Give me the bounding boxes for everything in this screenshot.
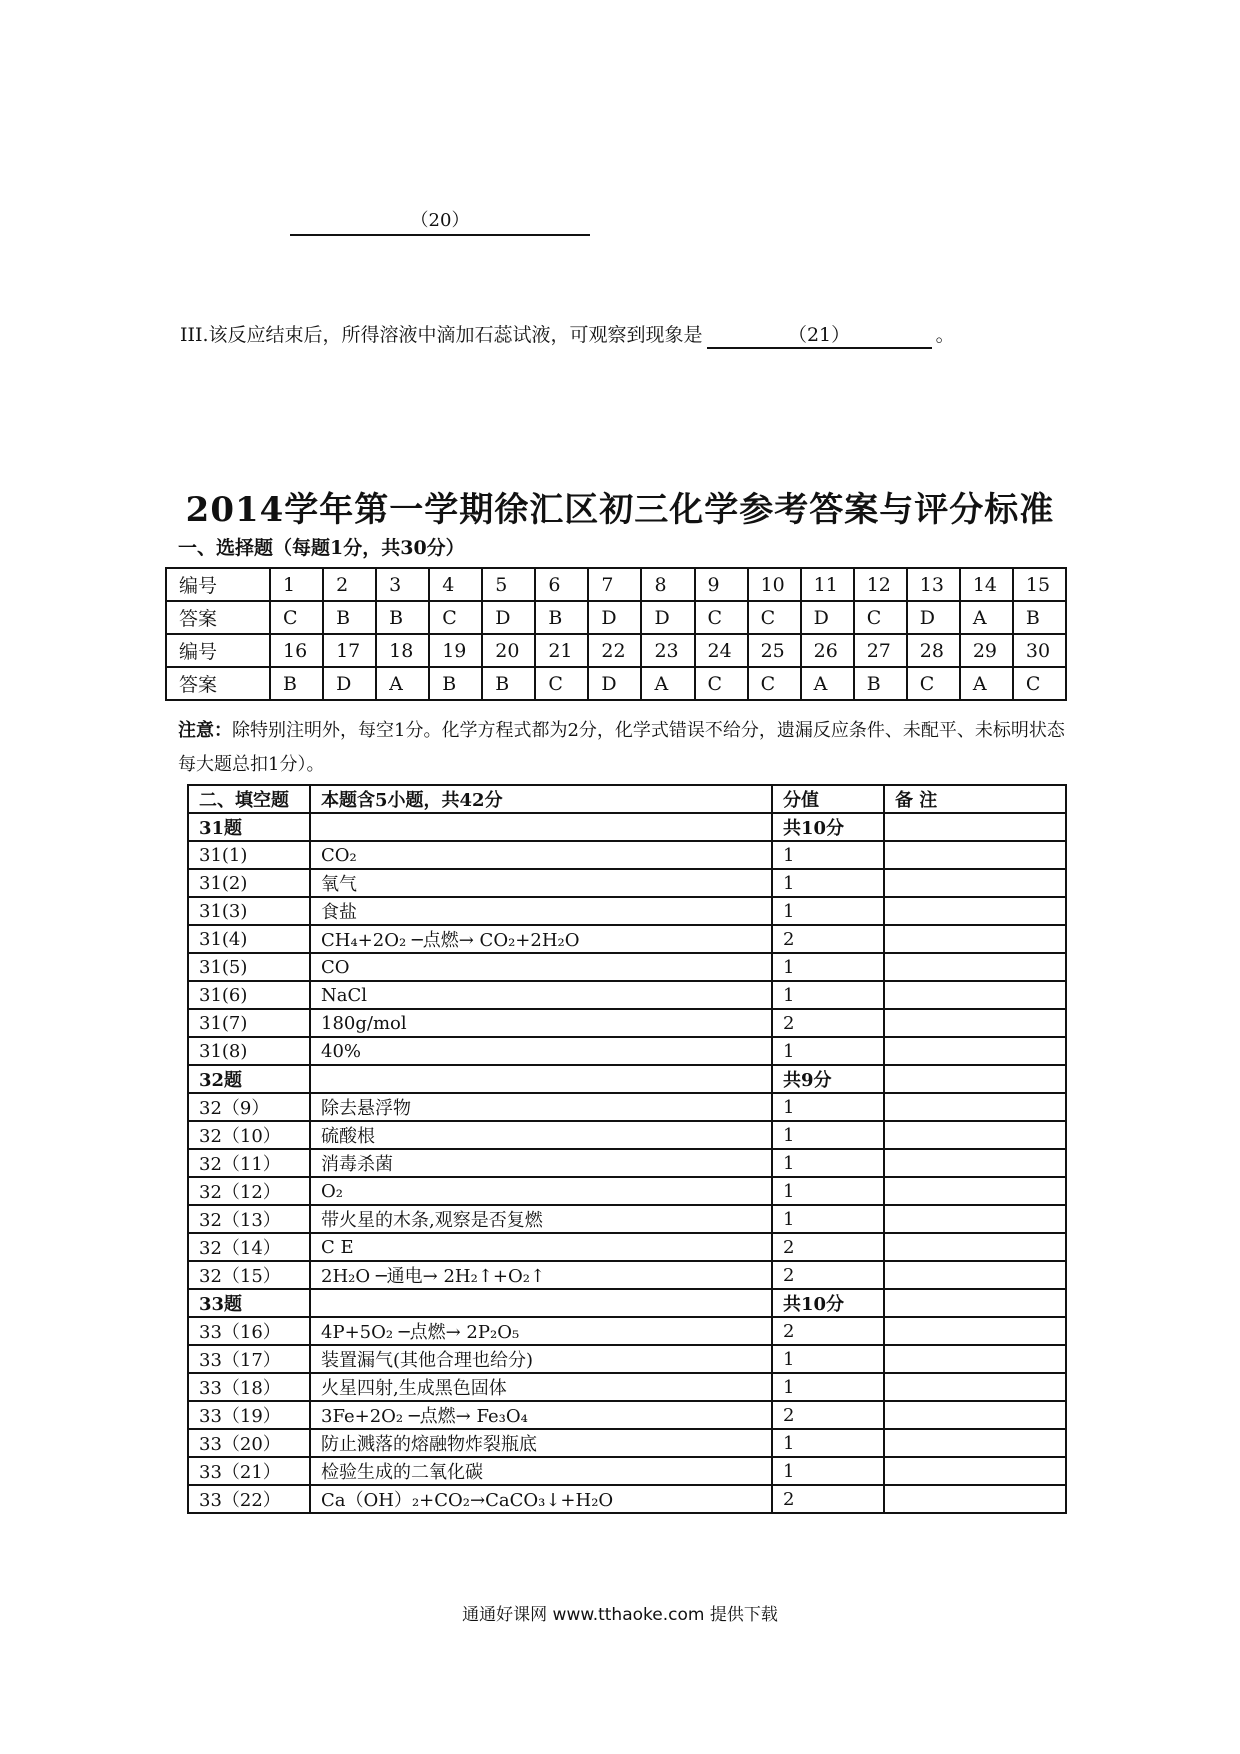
question-number-cell: 32（13） xyxy=(188,1205,310,1233)
score-cell: 2 xyxy=(772,1009,884,1037)
question-number-cell: 8 xyxy=(641,568,694,601)
table-row xyxy=(188,1093,1066,1121)
table-row xyxy=(188,1345,1066,1373)
row-label: 编号 xyxy=(166,568,270,601)
score-cell: 1 xyxy=(772,1093,884,1121)
remark-cell xyxy=(884,1401,1066,1429)
remark-cell xyxy=(884,1429,1066,1457)
remark-cell xyxy=(884,1093,1066,1121)
question-number-cell: 32题 xyxy=(188,1065,310,1093)
remark-cell xyxy=(884,1485,1066,1513)
answer-cell: C xyxy=(854,601,907,634)
remark-cell xyxy=(884,1345,1066,1373)
remark-cell xyxy=(884,1205,1066,1233)
answer-row-2 xyxy=(166,667,1066,700)
answer-cell: B xyxy=(429,667,482,700)
answer-cell: B xyxy=(270,667,323,700)
question-number-cell: 31题 xyxy=(188,813,310,841)
answer-cell: 防止溅落的熔融物炸裂瓶底 xyxy=(310,1429,772,1457)
score-cell: 2 xyxy=(772,1233,884,1261)
answer-cell: B xyxy=(482,667,535,700)
number-row-2 xyxy=(166,634,1066,667)
question-number-cell: 19 xyxy=(429,634,482,667)
question-number-cell: 33（22） xyxy=(188,1485,310,1513)
section-row xyxy=(188,1289,1066,1317)
number-row-1 xyxy=(166,568,1066,601)
fill-blank-table xyxy=(187,784,1067,1514)
question-number-cell: 10 xyxy=(748,568,801,601)
score-cell: 共10分 xyxy=(772,813,884,841)
question-number-cell: 32（9） xyxy=(188,1093,310,1121)
answer-cell xyxy=(310,813,772,841)
question-number-cell: 31(8) xyxy=(188,1037,310,1065)
question-number-cell: 31(4) xyxy=(188,925,310,953)
answer-cell: 消毒杀菌 xyxy=(310,1149,772,1177)
answer-cell: CO₂ xyxy=(310,841,772,869)
table-row xyxy=(188,1457,1066,1485)
remark-cell xyxy=(884,1037,1066,1065)
answer-row-1 xyxy=(166,601,1066,634)
header-cell: 二、填空题 xyxy=(188,785,310,813)
table-row xyxy=(188,897,1066,925)
score-cell: 1 xyxy=(772,1149,884,1177)
answer-cell: C xyxy=(748,667,801,700)
remark-cell xyxy=(884,1177,1066,1205)
answer-cell: D xyxy=(907,601,960,634)
table-row xyxy=(188,1261,1066,1289)
answer-cell: B xyxy=(323,601,376,634)
question-number-cell: 31(2) xyxy=(188,869,310,897)
question-number-cell: 32（10） xyxy=(188,1121,310,1149)
question-number-cell: 12 xyxy=(854,568,907,601)
answer-blank-20: （20） xyxy=(290,208,590,236)
note-text: 除特别注明外，每空1分。化学方程式都为2分，化学式错误不给分，遗漏反应条件、未配平、未标明状态每大题总扣1分）。 xyxy=(178,720,1065,775)
question-number-cell: 6 xyxy=(535,568,588,601)
table-row xyxy=(188,1149,1066,1177)
table-row xyxy=(188,1009,1066,1037)
table-row xyxy=(188,953,1066,981)
question-number-cell: 5 xyxy=(482,568,535,601)
score-cell: 1 xyxy=(772,897,884,925)
page-footer: 通通好课网 www.tthaoke.com 提供下载 xyxy=(462,1605,778,1625)
question-iii-text: III.该反应结束后，所得溶液中滴加石蕊试液，可观察到现象是 xyxy=(180,324,703,346)
question-number-cell: 33（16） xyxy=(188,1317,310,1345)
multiple-choice-table xyxy=(165,567,1067,701)
remark-cell xyxy=(884,925,1066,953)
header-cell: 备 注 xyxy=(884,785,1066,813)
score-cell: 2 xyxy=(772,1261,884,1289)
answer-cell: 硫酸根 xyxy=(310,1121,772,1149)
question-number-cell: 31(3) xyxy=(188,897,310,925)
answer-cell xyxy=(310,1065,772,1093)
section1-heading: 一、选择题（每题1分，共30分） xyxy=(178,537,465,559)
answer-cell: 4P+5O₂ ─点燃→ 2P₂O₅ xyxy=(310,1317,772,1345)
remark-cell xyxy=(884,1373,1066,1401)
score-cell: 1 xyxy=(772,1373,884,1401)
question-number-cell: 33（20） xyxy=(188,1429,310,1457)
answer-cell: D xyxy=(801,601,854,634)
remark-cell xyxy=(884,1149,1066,1177)
answer-blank-21: （21） xyxy=(707,320,932,349)
question-number-cell: 33（21） xyxy=(188,1457,310,1485)
table-row xyxy=(188,1037,1066,1065)
row-label: 答案 xyxy=(166,601,270,634)
score-cell: 1 xyxy=(772,1037,884,1065)
question-number-cell: 32（14） xyxy=(188,1233,310,1261)
table-row xyxy=(188,869,1066,897)
answer-cell: B xyxy=(376,601,429,634)
answer-cell: C xyxy=(695,667,748,700)
answer-cell: 食盐 xyxy=(310,897,772,925)
table-row xyxy=(188,1205,1066,1233)
table-row xyxy=(188,1233,1066,1261)
question-number-cell: 23 xyxy=(641,634,694,667)
answer-cell: B xyxy=(1013,601,1066,634)
table-row xyxy=(188,925,1066,953)
page-title: 2014学年第一学期徐汇区初三化学参考答案与评分标准 xyxy=(185,490,1055,530)
question-number-cell: 9 xyxy=(695,568,748,601)
answer-cell: 40% xyxy=(310,1037,772,1065)
answer-cell: A xyxy=(641,667,694,700)
answer-cell: 火星四射,生成黑色固体 xyxy=(310,1373,772,1401)
answer-cell: 3Fe+2O₂ ─点燃→ Fe₃O₄ xyxy=(310,1401,772,1429)
table-row xyxy=(188,1177,1066,1205)
score-cell: 1 xyxy=(772,1345,884,1373)
answer-cell: D xyxy=(482,601,535,634)
table-row xyxy=(188,1485,1066,1513)
question-number-cell: 1 xyxy=(270,568,323,601)
remark-cell xyxy=(884,813,1066,841)
row-label: 答案 xyxy=(166,667,270,700)
question-number-cell: 16 xyxy=(270,634,323,667)
score-cell: 1 xyxy=(772,1205,884,1233)
question-number-cell: 22 xyxy=(588,634,641,667)
question-number-cell: 32（11） xyxy=(188,1149,310,1177)
question-number-cell: 29 xyxy=(960,634,1013,667)
answer-cell: A xyxy=(801,667,854,700)
remark-cell xyxy=(884,953,1066,981)
remark-cell xyxy=(884,1121,1066,1149)
answer-cell: CH₄+2O₂ ─点燃→ CO₂+2H₂O xyxy=(310,925,772,953)
question-number-cell: 17 xyxy=(323,634,376,667)
table-row xyxy=(188,841,1066,869)
table-row xyxy=(188,1121,1066,1149)
header-cell: 分值 xyxy=(772,785,884,813)
question-number-cell: 31(7) xyxy=(188,1009,310,1037)
table-row xyxy=(188,981,1066,1009)
score-cell: 1 xyxy=(772,1177,884,1205)
question-number-cell: 30 xyxy=(1013,634,1066,667)
answer-cell: C xyxy=(748,601,801,634)
question-number-cell: 32（15） xyxy=(188,1261,310,1289)
score-cell: 1 xyxy=(772,1429,884,1457)
fill-blank-header-row xyxy=(188,785,1066,813)
table-row xyxy=(188,1317,1066,1345)
answer-cell: C xyxy=(429,601,482,634)
question-number-cell: 26 xyxy=(801,634,854,667)
note-label: 注意： xyxy=(178,720,232,741)
score-cell: 1 xyxy=(772,1457,884,1485)
answer-cell: C xyxy=(695,601,748,634)
question-number-cell: 18 xyxy=(376,634,429,667)
question-number-cell: 11 xyxy=(801,568,854,601)
remark-cell xyxy=(884,1457,1066,1485)
question-number-cell: 33（19） xyxy=(188,1401,310,1429)
question-number-cell: 33题 xyxy=(188,1289,310,1317)
answer-cell: 带火星的木条,观察是否复燃 xyxy=(310,1205,772,1233)
answer-cell: A xyxy=(376,667,429,700)
score-cell: 2 xyxy=(772,1317,884,1345)
answer-cell: B xyxy=(535,601,588,634)
question-number-cell: 33（17） xyxy=(188,1345,310,1373)
answer-cell: 检验生成的二氧化碳 xyxy=(310,1457,772,1485)
remark-cell xyxy=(884,1233,1066,1261)
question-number-cell: 13 xyxy=(907,568,960,601)
row-label: 编号 xyxy=(166,634,270,667)
score-cell: 2 xyxy=(772,1485,884,1513)
answer-cell xyxy=(310,1289,772,1317)
answer-cell: A xyxy=(960,601,1013,634)
answer-cell: 180g/mol xyxy=(310,1009,772,1037)
answer-cell: D xyxy=(641,601,694,634)
answer-cell: B xyxy=(854,667,907,700)
section-row xyxy=(188,813,1066,841)
question-number-cell: 3 xyxy=(376,568,429,601)
remark-cell xyxy=(884,841,1066,869)
answer-cell: 除去悬浮物 xyxy=(310,1093,772,1121)
table-row xyxy=(188,1373,1066,1401)
answer-cell: CO xyxy=(310,953,772,981)
answer-cell: Ca（OH）₂+CO₂→CaCO₃↓+H₂O xyxy=(310,1485,772,1513)
table-row xyxy=(188,1429,1066,1457)
question-number-cell: 31(1) xyxy=(188,841,310,869)
question-number-cell: 21 xyxy=(535,634,588,667)
remark-cell xyxy=(884,1261,1066,1289)
question-number-cell: 15 xyxy=(1013,568,1066,601)
answer-cell: C xyxy=(270,601,323,634)
remark-cell xyxy=(884,1317,1066,1345)
question-iii-end: 。 xyxy=(935,324,955,346)
remark-cell xyxy=(884,869,1066,897)
remark-cell xyxy=(884,1289,1066,1317)
question-number-cell: 2 xyxy=(323,568,376,601)
score-cell: 1 xyxy=(772,869,884,897)
answer-cell: D xyxy=(588,601,641,634)
question-number-cell: 25 xyxy=(748,634,801,667)
remark-cell xyxy=(884,897,1066,925)
answer-cell: A xyxy=(960,667,1013,700)
answer-cell: 装置漏气(其他合理也给分) xyxy=(310,1345,772,1373)
question-number-cell: 28 xyxy=(907,634,960,667)
question-number-cell: 20 xyxy=(482,634,535,667)
score-cell: 共10分 xyxy=(772,1289,884,1317)
answer-cell: C xyxy=(535,667,588,700)
answer-cell: NaCl xyxy=(310,981,772,1009)
question-iii xyxy=(180,320,955,349)
question-number-cell: 14 xyxy=(960,568,1013,601)
answer-cell: D xyxy=(588,667,641,700)
answer-cell: C xyxy=(907,667,960,700)
answer-cell: C xyxy=(1013,667,1066,700)
score-cell: 2 xyxy=(772,925,884,953)
question-number-cell: 31(5) xyxy=(188,953,310,981)
question-number-cell: 31(6) xyxy=(188,981,310,1009)
question-number-cell: 33（18） xyxy=(188,1373,310,1401)
question-number-cell: 7 xyxy=(588,568,641,601)
remark-cell xyxy=(884,1009,1066,1037)
answer-cell: O₂ xyxy=(310,1177,772,1205)
score-cell: 1 xyxy=(772,1121,884,1149)
answer-cell: D xyxy=(323,667,376,700)
answer-cell: 2H₂O ─通电→ 2H₂↑+O₂↑ xyxy=(310,1261,772,1289)
score-cell: 2 xyxy=(772,1401,884,1429)
answer-cell: C E xyxy=(310,1233,772,1261)
score-cell: 1 xyxy=(772,841,884,869)
question-number-cell: 32（12） xyxy=(188,1177,310,1205)
scoring-note xyxy=(178,714,1078,782)
score-cell: 1 xyxy=(772,953,884,981)
section-row xyxy=(188,1065,1066,1093)
question-number-cell: 27 xyxy=(854,634,907,667)
header-cell: 本题含5小题，共42分 xyxy=(310,785,772,813)
remark-cell xyxy=(884,981,1066,1009)
table-row xyxy=(188,1401,1066,1429)
question-number-cell: 4 xyxy=(429,568,482,601)
score-cell: 1 xyxy=(772,981,884,1009)
question-number-cell: 24 xyxy=(695,634,748,667)
remark-cell xyxy=(884,1065,1066,1093)
score-cell: 共9分 xyxy=(772,1065,884,1093)
answer-cell: 氧气 xyxy=(310,869,772,897)
